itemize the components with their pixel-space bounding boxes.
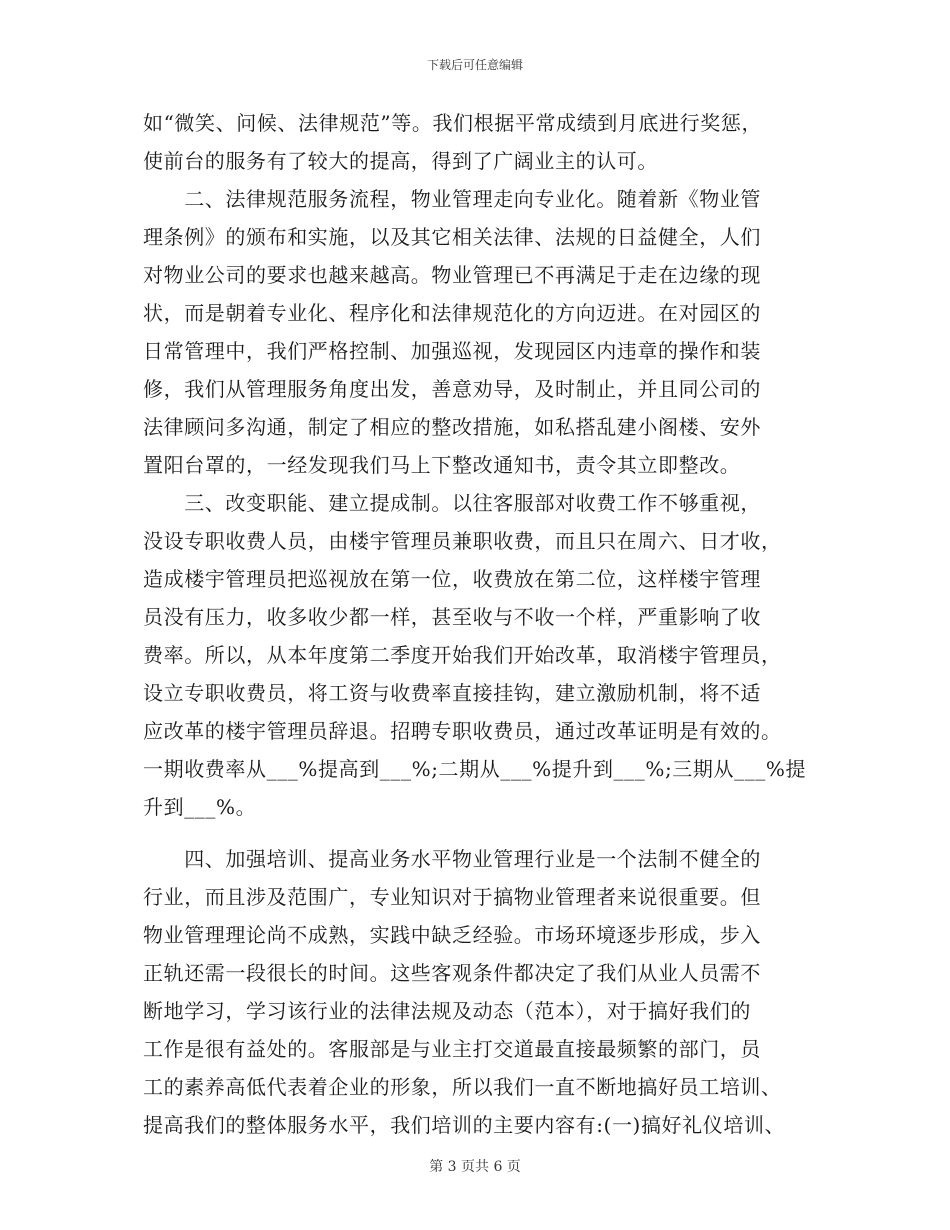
text-line: 二、法律规范服务流程，物业管理走向专业化。随着新《物业管 (143, 187, 761, 211)
document-body (143, 104, 823, 1144)
text-line: 使前台的服务有了较大的提高，得到了广阔业主的认可。 (143, 149, 658, 173)
text-line: 提高我们的整体服务水平，我们培训的主要内容有:(一)搞好礼仪培训、 (143, 1113, 786, 1137)
text-line: 理条例》的颁布和实施，以及其它相关法律、法规的日益健全，人们 (143, 225, 761, 249)
text-line: 费率。所以，从本年度第二季度开始我们开始改革，取消楼宇管理员， (143, 643, 782, 667)
text-line: 状，而是朝着专业化、程序化和法律规范化的方向迈进。在对园区的 (143, 301, 761, 325)
text-line: 设立专职收费员，将工资与收费率直接挂钩，建立激励机制，将不适 (143, 681, 761, 705)
text-line: 对物业公司的要求也越来越高。物业管理已不再满足于走在边缘的现 (143, 263, 761, 287)
text-line: 升到___%。 (143, 795, 257, 819)
page-header: 下载后可任意编辑 (426, 58, 523, 72)
text-line: 工的素养高低代表着企业的形象，所以我们一直不断地搞好员工培训、 (143, 1075, 782, 1099)
text-line: 置阳台罩的，一经发现我们马上下整改通知书，责令其立即整改。 (143, 453, 741, 477)
text-line: 日常管理中，我们严格控制、加强巡视，发现园区内违章的操作和装 (143, 339, 761, 363)
text-line: 造成楼宇管理员把巡视放在第一位，收费放在第二位，这样楼宇管理 (143, 567, 761, 591)
page-footer: 第 3 页共 6 页 (429, 1159, 521, 1175)
text-line: 断地学习，学习该行业的法律法规及动态（范本），对于搞好我们的 (143, 999, 751, 1023)
text-line: 没设专职收费人员，由楼宇管理员兼职收费，而且只在周六、日才收， (143, 529, 782, 553)
text-line: 正轨还需一段很长的时间。这些客观条件都决定了我们从业人员需不 (143, 961, 761, 985)
text-line: 三、改变职能、建立提成制。以往客服部对收费工作不够重视， (143, 491, 761, 515)
text-line: 修，我们从管理服务角度出发，善意劝导，及时制止，并且同公司的 (143, 377, 761, 401)
text-line: 法律顾问多沟通，制定了相应的整改措施，如私搭乱建小阁楼、安外 (143, 415, 761, 439)
text-line: 如“微笑、问候、法律规范”等。我们根据平常成绩到月底进行奖惩， (143, 111, 763, 135)
text-line: 应改革的楼宇管理员辞退。招聘专职收费员，通过改革证明是有效的。 (143, 719, 782, 743)
text-line: 行业，而且涉及范围广，专业知识对于搞物业管理者来说很重要。但 (143, 885, 761, 909)
text-line: 工作是很有益处的。客服部是与业主打交道最直接最频繁的部门，员 (143, 1037, 761, 1061)
text-line: 员没有压力，收多收少都一样，甚至收与不收一个样，严重影响了收 (143, 605, 761, 629)
paragraph-gap (143, 826, 823, 840)
text-line: 四、加强培训、提高业务水平物业管理行业是一个法制不健全的 (143, 847, 761, 871)
text-line: 物业管理理论尚不成熟，实践中缺乏经验。市场环境逐步形成，步入 (143, 923, 761, 947)
text-line: 一期收费率从___%提高到___%;二期从___%提升到___%;三期从___%提 (143, 757, 807, 781)
